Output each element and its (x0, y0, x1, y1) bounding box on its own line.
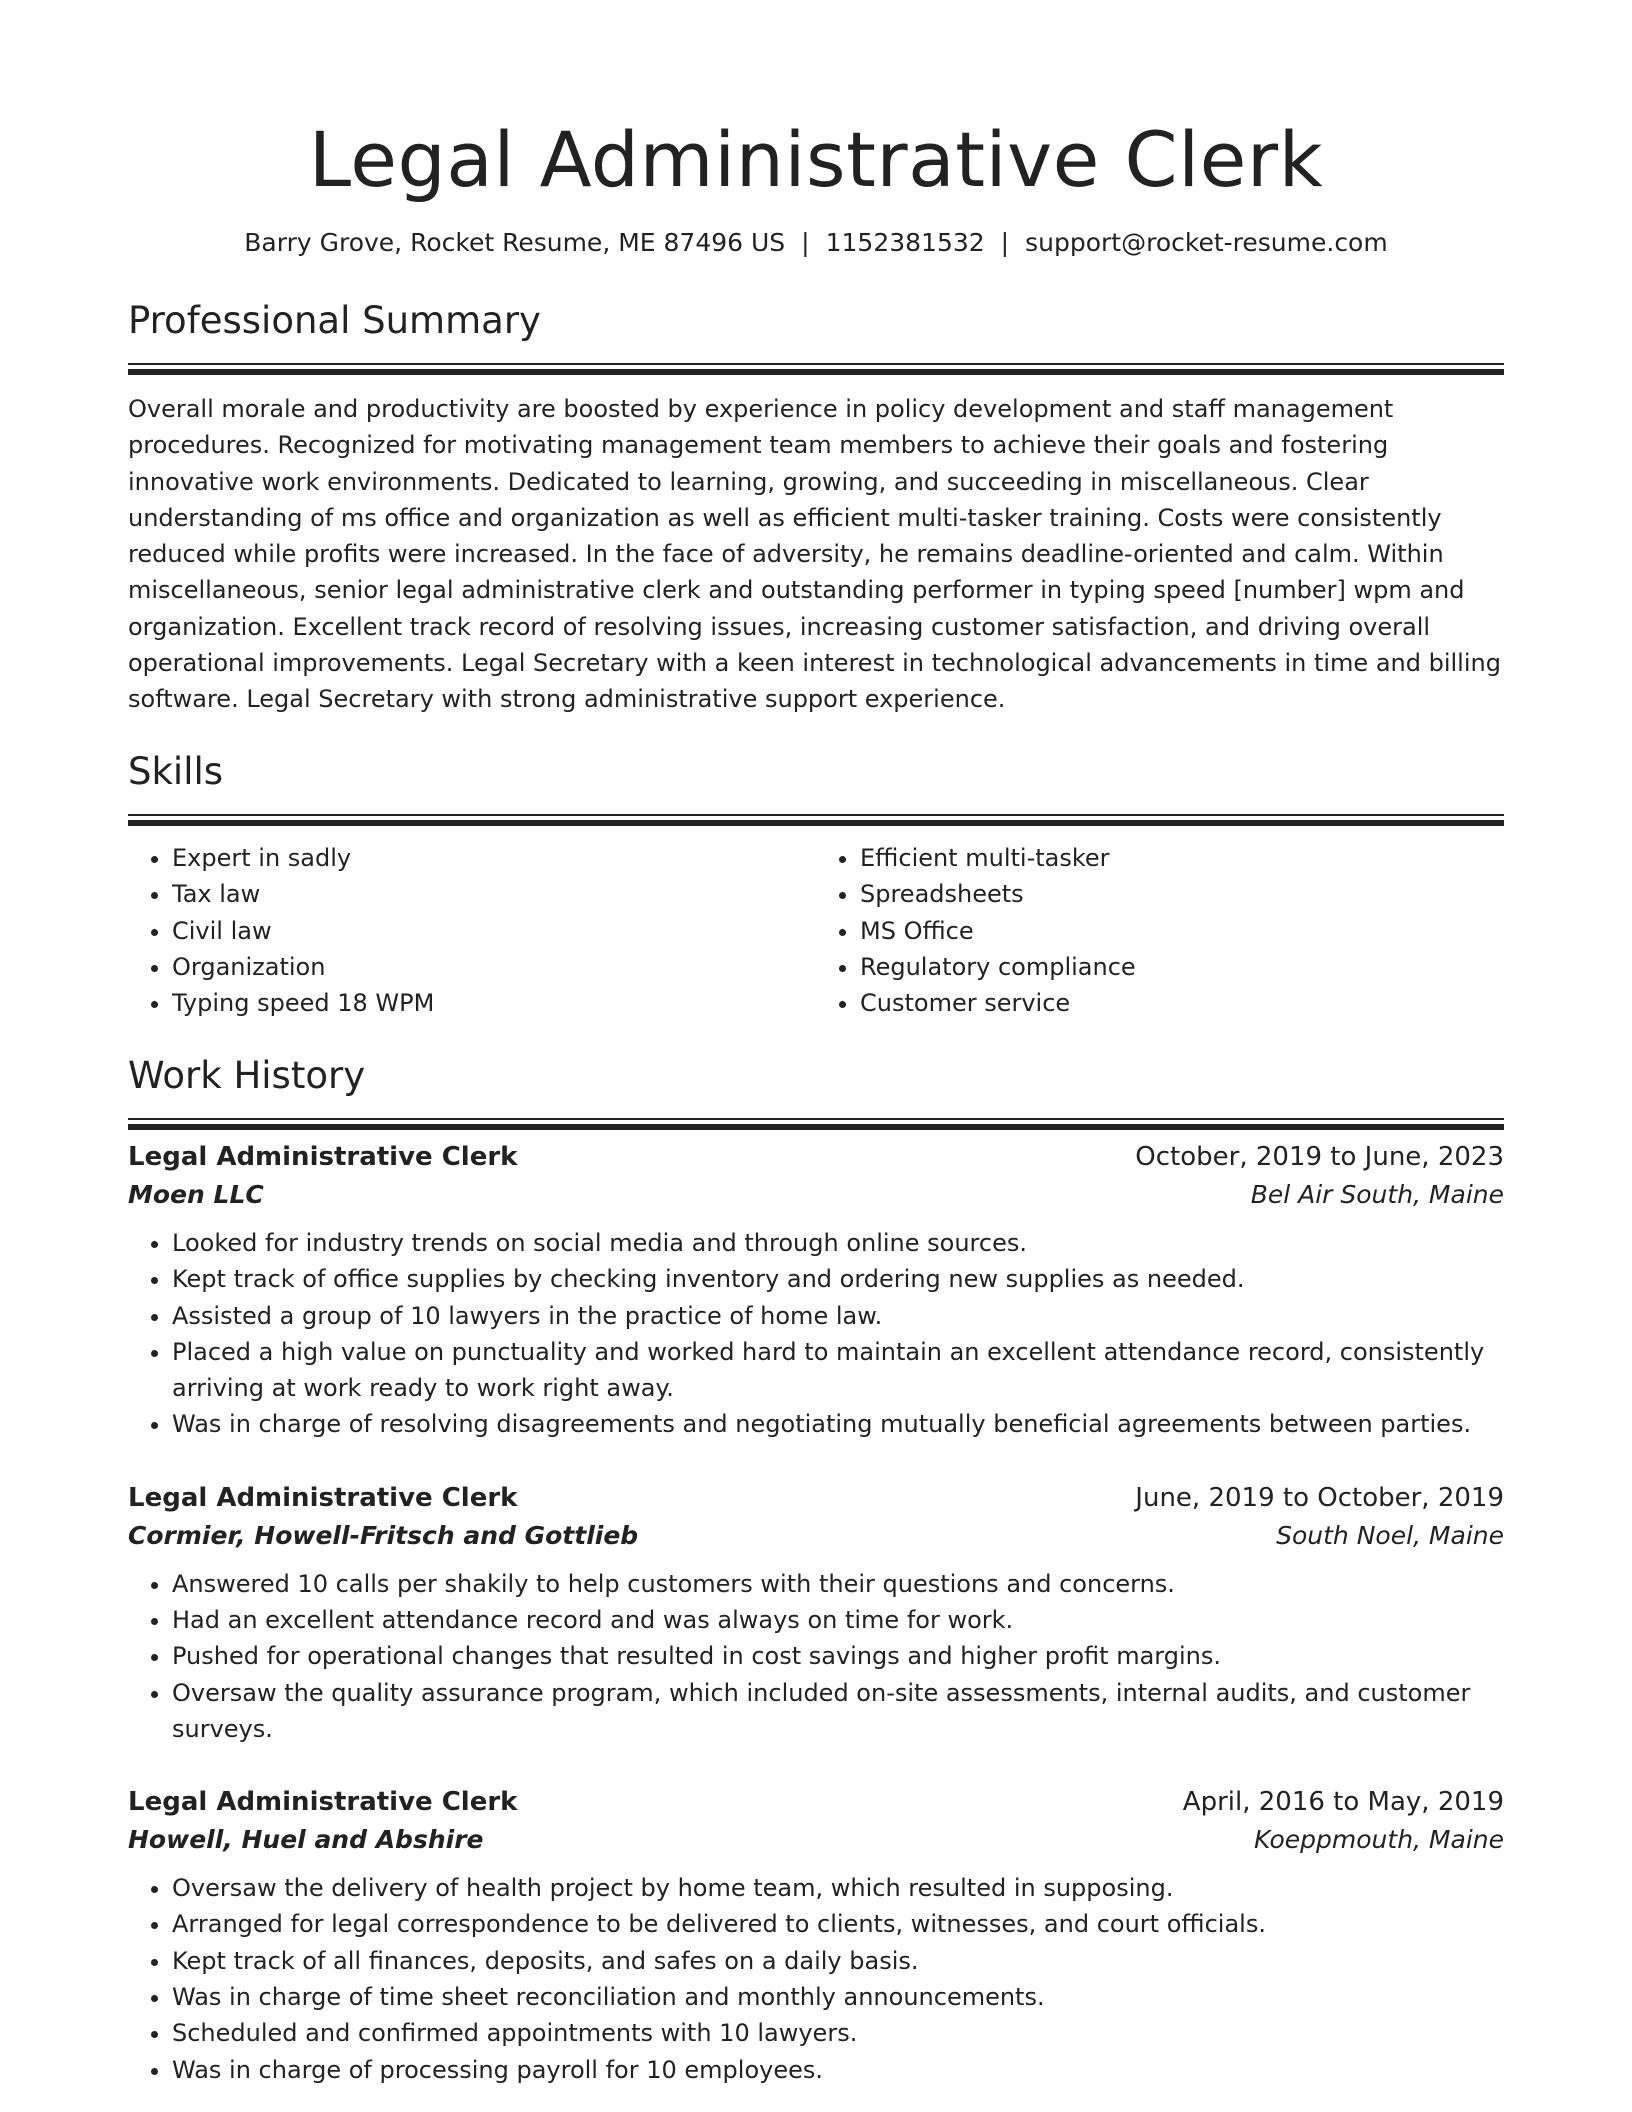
summary-text: Overall morale and productivity are boosted by experience in policy development and staff management procedures. Recognized for motivating management team members to achieve their goals and fostering innovative work environments. Dedicated to learning, growing, and succeeding in miscellaneous. Clear understanding of ms office and organization as well as efficient multi-tasker training. Costs were consistently reduced while profits were increased. In the face of adversity, he remains deadline-oriented and calm. Within miscellaneous, senior legal administrative clerk and outstanding performer in typing speed [number] wpm and organization. Excellent track record of resolving issues, increasing customer satisfaction, and driving overall operational improvements. Legal Secretary with a keen interest in technological advancements in time and billing software. Legal Secretary with strong administrative support experience. (128, 394, 1501, 714)
job-bullet: • Placed a high value on punctuality and worked hard to maintain an excellent attendance record, consistently arriving at work ready to work right away. (172, 1334, 1504, 1407)
section-divider (128, 1118, 1504, 1120)
job-company: Cormier, Howell-Fritsch and Gottlieb (128, 1520, 639, 1550)
job-location: Koeppmouth, Maine (1253, 1825, 1504, 1855)
job-location: South Noel, Maine (1276, 1520, 1504, 1550)
job-subheader (128, 1825, 1504, 1854)
job-company: Moen LLC (128, 1179, 264, 1209)
job-subheader (128, 1521, 1504, 1550)
skill-item: • Tax law (172, 876, 816, 912)
skill-item: • Spreadsheets (860, 876, 1504, 912)
contact-email[interactable]: support@rocket-resume.com (1025, 227, 1388, 257)
skill-item: • Civil law (172, 913, 816, 949)
skill-item: • MS Office (860, 913, 1504, 949)
job-title: Legal Administrative Clerk (128, 1141, 518, 1172)
job-bullet: • Oversaw the delivery of health project by home team, which resulted in supposing. (172, 1870, 1504, 1906)
contact-phone: 1152381532 (825, 227, 985, 257)
job-header (128, 1787, 1504, 1817)
job-header (128, 1483, 1504, 1513)
work-history-section (128, 1054, 1504, 2088)
section-divider (128, 814, 1504, 816)
skills-list-right (816, 840, 1504, 1021)
skills-columns (128, 840, 1504, 1021)
job-title: Legal Administrative Clerk (128, 1482, 518, 1513)
job-entry (128, 1483, 1504, 1747)
section-heading-work: Work History (128, 1053, 366, 1097)
section-divider (128, 363, 1504, 365)
section-heading-summary: Professional Summary (128, 298, 541, 342)
skill-item: • Expert in sadly (172, 840, 816, 876)
job-bullet: • Answered 10 calls per shakily to help customers with their questions and concerns. (172, 1566, 1504, 1602)
skill-item: • Typing speed 18 WPM (172, 985, 816, 1021)
job-dates: April, 2016 to May, 2019 (1182, 1787, 1504, 1818)
skill-item: • Regulatory compliance (860, 949, 1504, 985)
job-dates: June, 2019 to October, 2019 (1135, 1482, 1504, 1513)
job-title: Legal Administrative Clerk (128, 1787, 518, 1818)
skill-item: • Organization (172, 949, 816, 985)
contact-separator: | (801, 227, 810, 257)
job-entry (128, 1787, 1504, 2088)
skills-list-left (128, 840, 816, 1021)
skill-item: • Customer service (860, 985, 1504, 1021)
job-bullet: • Was in charge of processing payroll for 10 employees. (172, 2052, 1504, 2088)
job-bullet: • Looked for industry trends on social media and through online sources. (172, 1225, 1504, 1261)
resume-title: Legal Administrative Clerk (308, 115, 1324, 204)
contact-address: Barry Grove, Rocket Resume, ME 87496 US (244, 227, 786, 257)
job-bullet: • Kept track of office supplies by checking inventory and ordering new supplies as needed. (172, 1261, 1504, 1297)
section-heading-skills: Skills (128, 749, 224, 793)
job-bullet: • Oversaw the quality assurance program, which included on-site assessments, internal audits, and customer surveys. (172, 1675, 1504, 1748)
job-entry (128, 1142, 1504, 1443)
job-dates: October, 2019 to June, 2023 (1135, 1141, 1504, 1172)
professional-summary-section (128, 299, 1504, 718)
job-company: Howell, Huel and Abshire (128, 1825, 484, 1855)
job-bullet: • Kept track of all finances, deposits, and safes on a daily basis. (172, 1943, 1504, 1979)
skill-item: • Efficient multi-tasker (860, 840, 1504, 876)
job-bullets (128, 1870, 1504, 2088)
job-bullet: • Had an excellent attendance record and was always on time for work. (172, 1602, 1504, 1638)
job-bullet: • Scheduled and confirmed appointments with 10 lawyers. (172, 2015, 1504, 2051)
job-bullet: • Was in charge of time sheet reconciliation and monthly announcements. (172, 1979, 1504, 2015)
job-subheader (128, 1180, 1504, 1209)
skills-section (128, 750, 1504, 1022)
job-header (128, 1142, 1504, 1172)
job-bullet: • Pushed for operational changes that resulted in cost savings and higher profit margins. (172, 1638, 1504, 1674)
job-bullet: • Assisted a group of 10 lawyers in the practice of home law. (172, 1298, 1504, 1334)
job-location: Bel Air South, Maine (1250, 1179, 1504, 1209)
contact-line (128, 228, 1504, 257)
job-bullet: • Was in charge of resolving disagreements and negotiating mutually beneficial agreements between parties. (172, 1406, 1504, 1442)
contact-separator: | (1000, 227, 1010, 257)
job-bullet: • Arranged for legal correspondence to be delivered to clients, witnesses, and court officials. (172, 1906, 1504, 1942)
job-bullets (128, 1225, 1504, 1443)
job-bullets (128, 1566, 1504, 1747)
